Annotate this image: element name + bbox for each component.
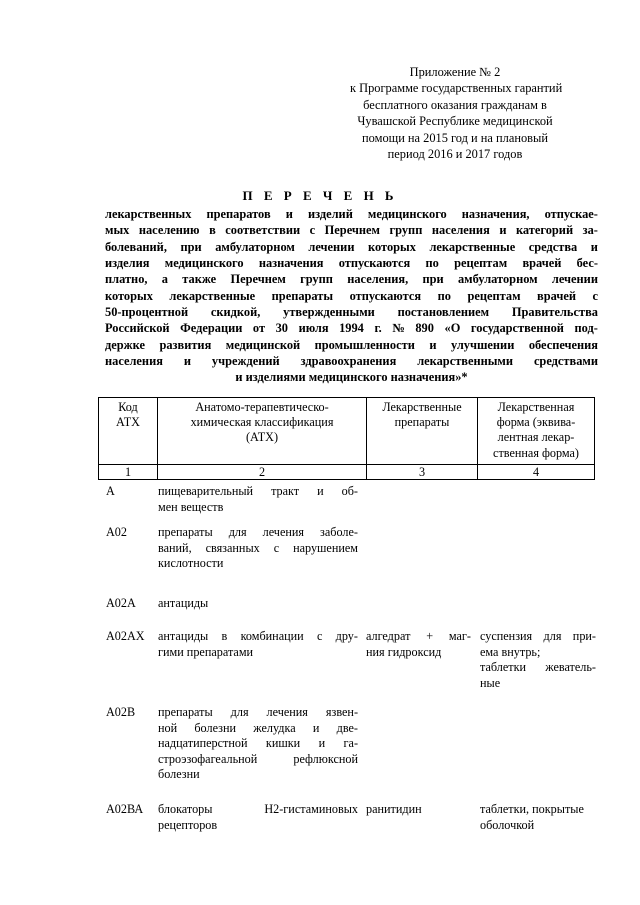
- cell-word: заболе-: [320, 525, 358, 539]
- intro-word: населения: [105, 354, 163, 369]
- appendix-line: бесплатного оказания гражданам в: [363, 97, 547, 112]
- cell-line: [158, 721, 358, 737]
- atc-class-name: [158, 596, 358, 612]
- intro-word: болеваний,: [105, 239, 167, 254]
- intro-word: постановлением: [397, 305, 490, 320]
- intro-word: улучшении: [450, 337, 515, 352]
- cell-word: га-: [343, 736, 358, 751]
- intro-word: назначения: [258, 256, 324, 271]
- cell-word: нарушением: [293, 540, 358, 555]
- column-number: 1: [99, 464, 158, 479]
- intro-line: [105, 288, 598, 304]
- intro-word: амбулаторном: [215, 239, 295, 254]
- appendix-line: период 2016 и 2017 годов: [387, 147, 523, 162]
- intro-word: лекарственные: [169, 288, 256, 303]
- intro-word: 1994: [339, 321, 364, 336]
- header-text: (АТХ): [245, 430, 279, 445]
- column-number: 3: [367, 464, 478, 479]
- dosage-form: [480, 802, 596, 833]
- intro-word: населения,: [347, 272, 409, 287]
- intro-word: от: [252, 321, 266, 336]
- intro-word: Федерации: [180, 321, 243, 336]
- intro-word: изделия: [105, 256, 150, 271]
- cell-line: ема внутрь;: [480, 644, 541, 659]
- intro-line: [105, 304, 598, 320]
- appendix-line: помощи на 2015 год и на плановый: [362, 130, 548, 145]
- cell-line: антациды: [158, 596, 209, 610]
- atc-class-name: [158, 484, 358, 515]
- intro-word: и: [499, 223, 507, 238]
- table-header: [98, 397, 595, 480]
- atc-code: А02А: [106, 596, 136, 610]
- cell-word: для: [228, 525, 247, 539]
- intro-word: с: [592, 288, 598, 303]
- cell-word: тракт: [271, 484, 300, 498]
- intro-word: врачей: [522, 256, 562, 271]
- intro-word: развития: [159, 337, 212, 352]
- intro-word: и: [285, 207, 293, 221]
- cell-word: и: [318, 736, 326, 751]
- intro-word: июля: [298, 321, 329, 336]
- cell-word: надцатиперстной: [158, 736, 248, 751]
- cell-word: препараты: [158, 525, 213, 539]
- cell-line: болезни: [158, 767, 200, 782]
- intro-word: лечении: [308, 239, 355, 254]
- atc-code: А02В: [106, 705, 136, 719]
- intro-word: которых: [368, 239, 416, 254]
- cell-word: жеватель-: [545, 660, 596, 675]
- cell-word: связанных: [205, 540, 260, 555]
- intro-line: [105, 222, 598, 238]
- cell-line: гими препаратами: [158, 644, 254, 659]
- intro-word: средствами: [533, 354, 598, 369]
- intro-word: учреждений: [211, 354, 280, 369]
- cell-word: дру-: [335, 629, 358, 643]
- cell-word: и: [317, 484, 324, 498]
- intro-word: и: [429, 337, 437, 352]
- header-form: [478, 398, 595, 465]
- cell-line: [366, 629, 471, 645]
- header-text: Лекарственные: [382, 400, 462, 414]
- cell-line: рецепторов: [158, 817, 218, 832]
- drug-name: [366, 802, 471, 818]
- intro-word: рецептам: [454, 256, 508, 271]
- intro-word: групп: [300, 272, 333, 287]
- intro-word: 890: [415, 321, 434, 336]
- cell-line: [158, 752, 358, 768]
- intro-word: при: [422, 272, 444, 287]
- intro-line: [105, 353, 598, 369]
- cell-word: +: [426, 629, 434, 643]
- intro-line: [105, 239, 598, 255]
- intro-paragraph: [105, 206, 598, 386]
- intro-word: также: [182, 272, 217, 287]
- header-text: ственная форма): [493, 445, 579, 460]
- cell-line: [158, 541, 358, 557]
- cell-word: лечения: [262, 525, 305, 539]
- cell-word: антациды: [158, 629, 209, 643]
- cell-line: таблетки, покрытые: [480, 802, 584, 816]
- atc-class-name: [158, 802, 358, 833]
- cell-line: [158, 705, 358, 721]
- intro-word: категорий: [515, 223, 574, 238]
- intro-word: лечении: [551, 272, 598, 287]
- intro-word: рецептам: [467, 288, 521, 303]
- intro-word: групп: [389, 223, 423, 238]
- atc-class-name: [158, 525, 358, 572]
- cell-word: блокаторы: [158, 802, 213, 816]
- intro-word: Правительства: [511, 305, 598, 320]
- cell-line: ранитидин: [366, 802, 422, 816]
- cell-line: ные: [480, 675, 501, 690]
- intro-word: медицинской: [225, 337, 301, 352]
- cell-line: оболочкой: [480, 817, 535, 832]
- intro-word: средства: [528, 239, 578, 254]
- cell-word: язвен-: [325, 705, 358, 719]
- atc-code: А02АХ: [106, 629, 145, 643]
- intro-word: препараты: [271, 288, 334, 303]
- intro-word: платно,: [105, 272, 148, 287]
- cell-word: с: [273, 540, 280, 555]
- intro-word: а: [161, 272, 168, 287]
- cell-word: болезни: [194, 720, 236, 735]
- intro-line: [105, 255, 598, 271]
- drug-name: [366, 629, 471, 660]
- intro-word: лекарственные: [429, 239, 516, 254]
- intro-word: которых: [105, 288, 153, 303]
- atc-code: А02ВА: [106, 802, 144, 816]
- cell-word: кишки: [265, 736, 301, 751]
- intro-word: промышленности: [314, 337, 415, 352]
- intro-word: по: [437, 288, 451, 303]
- cell-word: для: [543, 629, 562, 643]
- cell-word: рефлюксной: [293, 751, 358, 766]
- cell-word: пищеварительный: [158, 484, 254, 498]
- intro-word: г.: [374, 321, 382, 336]
- intro-word: здравоохранения: [300, 354, 397, 369]
- atc-class-name: [158, 629, 358, 660]
- document-title: П Е Р Е Ч Е Н Ь: [242, 188, 398, 203]
- cell-word: препараты: [158, 705, 213, 719]
- intro-word: при: [180, 239, 202, 254]
- intro-word: Российской: [105, 321, 170, 336]
- intro-line: [105, 320, 598, 336]
- intro-word: врачей: [537, 288, 576, 303]
- atc-code: А: [106, 484, 115, 498]
- intro-word: отпускаются: [349, 288, 422, 303]
- cell-word: комбинации: [240, 629, 304, 643]
- header-code: [99, 398, 158, 465]
- intro-word: утвержденными: [283, 305, 375, 320]
- cell-line: [158, 484, 358, 500]
- intro-word: №: [392, 321, 405, 336]
- intro-word: населения: [431, 223, 490, 238]
- intro-word: препаратов: [206, 207, 271, 221]
- intro-line: [105, 271, 598, 287]
- intro-word: лекарственных: [105, 207, 192, 221]
- intro-word: изделий: [307, 207, 353, 221]
- intro-word: «О: [444, 321, 461, 336]
- cell-word: Н2-гистаминовых: [264, 802, 358, 816]
- intro-word: с: [309, 223, 316, 238]
- cell-word: ваний,: [158, 540, 192, 555]
- column-number: 2: [158, 464, 367, 479]
- header-text: Лекарственная: [497, 400, 575, 414]
- appendix-line: Чувашской Республике медицинской: [357, 114, 553, 129]
- cell-word: строэзофагеальной: [158, 751, 258, 766]
- cell-word: в: [221, 629, 228, 643]
- dosage-form: [480, 629, 596, 691]
- cell-word: таблетки: [480, 660, 527, 675]
- header-text: АТХ: [116, 415, 140, 430]
- intro-word: в: [209, 223, 216, 238]
- intro-line: и изделиями медицинского назначения»*: [235, 370, 468, 385]
- header-text: химическая классификация: [190, 415, 334, 430]
- header-drugs: [367, 398, 478, 465]
- intro-word: государственной: [470, 321, 564, 336]
- intro-word: мых: [105, 223, 130, 238]
- intro-word: бес-: [576, 256, 598, 271]
- intro-word: обеспечения: [528, 337, 598, 352]
- cell-word: с: [316, 629, 323, 643]
- intro-word: и: [183, 354, 191, 369]
- cell-line: [480, 629, 596, 645]
- cell-line: [158, 525, 358, 541]
- appendix-line: к Программе государственных гарантий: [350, 81, 563, 96]
- cell-line: мен веществ: [158, 499, 224, 514]
- intro-word: отпускае-: [544, 207, 598, 221]
- cell-word: лечения: [266, 705, 308, 719]
- cell-word: алгедрат: [366, 629, 411, 643]
- appendix-line: Приложение № 2: [409, 65, 501, 79]
- intro-word: и: [590, 239, 598, 254]
- intro-word: соответствии: [225, 223, 301, 238]
- intro-word: медицинского: [164, 256, 244, 271]
- intro-word: по: [425, 256, 439, 271]
- intro-word: 50-процентной: [105, 305, 189, 320]
- header-atc-class: [158, 398, 367, 465]
- cell-word: ной: [158, 720, 178, 735]
- intro-word: под-: [574, 321, 598, 336]
- intro-word: 30: [275, 321, 288, 336]
- intro-word: медицинского: [367, 207, 447, 221]
- cell-line: [158, 802, 358, 818]
- cell-word: и: [312, 720, 320, 735]
- intro-word: Перечнем: [230, 272, 286, 287]
- atc-class-name: [158, 705, 358, 783]
- intro-word: держке: [105, 337, 145, 352]
- cell-line: ния гидроксид: [366, 644, 442, 659]
- cell-line: [158, 736, 358, 752]
- header-text: лентная лекар-: [497, 430, 575, 445]
- column-numbers-row: [99, 464, 595, 479]
- cell-word: желудка: [253, 720, 296, 735]
- cell-word: две-: [336, 720, 358, 735]
- intro-word: лекарственными: [417, 354, 514, 369]
- cell-line: [158, 629, 358, 645]
- intro-word: назначения,: [461, 207, 530, 221]
- header-text: форма (эквива-: [496, 415, 576, 430]
- intro-line: [105, 206, 598, 222]
- intro-word: Перечнем: [324, 223, 380, 238]
- cell-word: суспензия: [480, 629, 533, 643]
- appendix-note: [350, 64, 563, 162]
- header-text: Код: [118, 400, 138, 414]
- column-number: 4: [478, 464, 595, 479]
- intro-word: скидкой,: [210, 305, 261, 320]
- cell-word: маг-: [448, 629, 471, 643]
- cell-line: кислотности: [158, 556, 224, 571]
- cell-word: для: [230, 705, 249, 719]
- intro-word: отпускаются: [338, 256, 411, 271]
- cell-word: об-: [341, 484, 358, 498]
- intro-word: населению: [138, 223, 200, 238]
- intro-word: за-: [582, 223, 598, 238]
- header-text: Анатомо-терапевтическо-: [195, 400, 329, 414]
- cell-word: при-: [572, 629, 596, 643]
- cell-line: [480, 660, 596, 676]
- table-header-row: [99, 398, 595, 465]
- header-text: препараты: [394, 415, 450, 430]
- intro-word: амбулаторном: [457, 272, 538, 287]
- intro-line: [105, 337, 598, 353]
- atc-code: А02: [106, 525, 127, 539]
